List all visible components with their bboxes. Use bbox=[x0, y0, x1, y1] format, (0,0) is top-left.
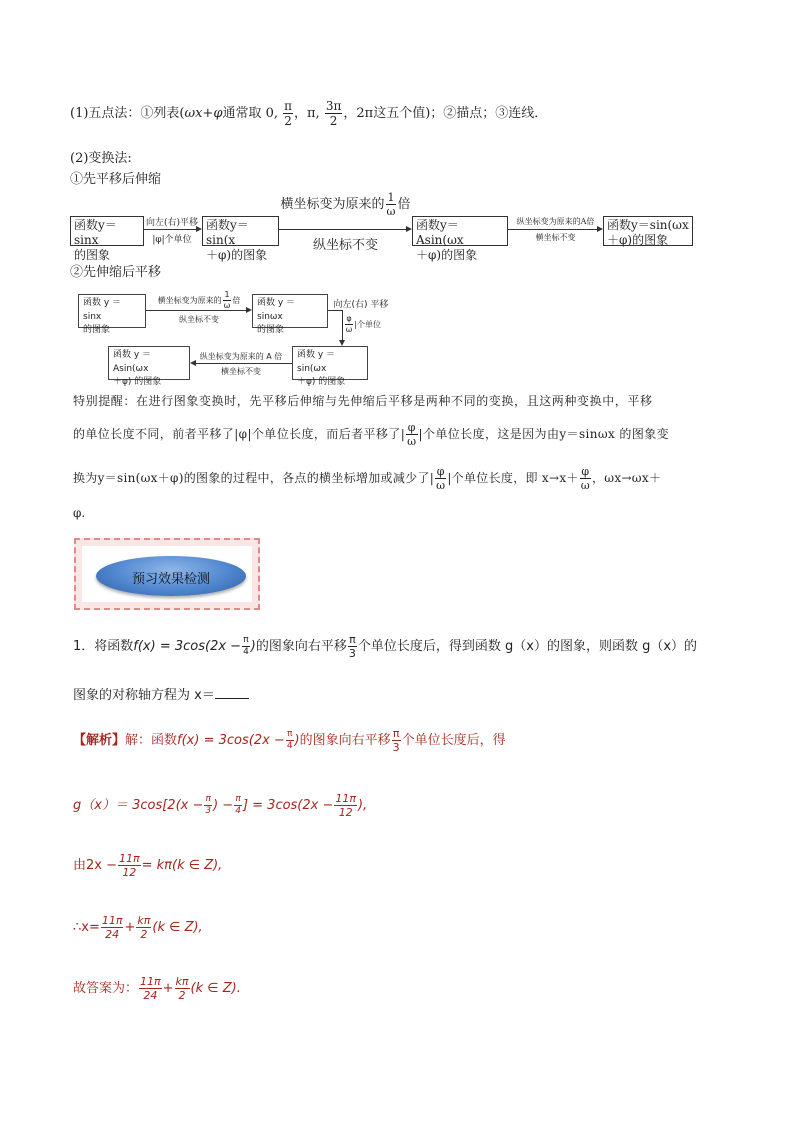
flow2-arrow2-label: | $\frac{\varphi}{\omega}$ |个单位 bbox=[340, 314, 382, 334]
solution-line5: 故答案为： $\frac{11\pi}{24}$ + $\frac{k\pi}{2}$ (k ∈ Z). bbox=[73, 975, 241, 1002]
banner-ellipse bbox=[96, 556, 246, 596]
method1-title: ①先平移后伸缩 bbox=[70, 172, 162, 187]
flow1-box4: 函数y＝sin(ωx ＋φ)的图象 bbox=[603, 216, 693, 246]
flow2-arrow1-top: 横坐标变为原来的 $\frac{1}{\omega}$ 倍 bbox=[157, 290, 241, 310]
flow1-arrow2-bottom: 纵坐标不变 bbox=[312, 238, 378, 253]
solution-line2: g（x）＝ 3cos[2(x − $\frac{\pi}{3}$ ) − $\frac{\pi}{4}$ ] = 3cos(2x − $\frac{11\pi}{12}$ ), bbox=[73, 792, 368, 819]
flow1-arrow3-top: 纵坐标变为原来的A倍 bbox=[516, 217, 595, 226]
answer-blank bbox=[215, 686, 249, 699]
flow1-arrow2-top: 横坐标变为原来的 $\frac{1}{\omega}$ 倍 bbox=[280, 191, 411, 218]
transform-heading: (2)变换法: bbox=[70, 151, 132, 166]
flow2-arrow2-top: 向左(右) 平移 bbox=[333, 300, 389, 310]
method2-title: ②先伸缩后平移 bbox=[70, 265, 162, 280]
question-line2: 图象的对称轴方程为 x＝ bbox=[73, 684, 249, 703]
five-point-line: (1)五点法：①列表(ωx+φ通常取 0, $\frac{\pi}{2}$ ，π, $\frac{3\pi}{2}$ ，2π这五个值)；②描点；③连线． bbox=[70, 99, 548, 128]
three-pi-over-2: $\frac{3\pi}{2}$ bbox=[325, 99, 342, 128]
flow1-box2: 函数y＝sin(x ＋φ)的图象 bbox=[202, 216, 279, 246]
solution-line1: 【解析】解：函数f(x) = 3cos(2x − $\frac{\pi}{4}$ )的图象向右平移 $\frac{\pi}{3}$ 个单位长度后，得 bbox=[73, 727, 506, 754]
flow2-box3: 函数 y ＝ sin(ωx ＋φ) 的图象 bbox=[292, 346, 368, 380]
flow1-arrow3-bottom: 横坐标不变 bbox=[535, 233, 576, 242]
flow2-box2: 函数 y ＝ sinωx 的图象 bbox=[252, 294, 328, 328]
flow2-box4: 函数 y ＝ Asin(ωx ＋φ) 的图象 bbox=[108, 346, 190, 380]
flow1-arrow1-bottom: |φ|个单位 bbox=[152, 235, 192, 245]
flow1-box1: 函数y＝sinx 的图象 bbox=[70, 216, 144, 246]
question-line1: 1．将函数f(x) = 3cos(2x − $\frac{\pi}{4}$ )的图象向右平移 $\frac{\pi}{3}$ 个单位长度后，得到函数 g（x）的图象，则函数 g（x）的 bbox=[73, 633, 698, 660]
tip-line2: 的单位长度不同，前者平移了|φ|个单位长度，而后者平移了| $\frac{\varphi}{\omega}$ |个单位长度，这是因为由y＝sinωx 的图象变 bbox=[73, 421, 670, 448]
tip-line1: 特别提醒：在进行图象变换时，先平移后伸缩与先伸缩后平移是两种不同的变换，且这两种变换中，平移 bbox=[73, 394, 653, 408]
solution-line4: ∴x= $\frac{11\pi}{24}$ + $\frac{k\pi}{2}$ (k ∈ Z), bbox=[73, 914, 203, 941]
flow2-arrow3-bottom: 横坐标不变 bbox=[221, 367, 261, 376]
preview-check-banner bbox=[74, 538, 260, 610]
flow2-arrow3-top: 纵坐标变为原来的 A 倍 bbox=[199, 352, 283, 361]
tip-line3: 换为y＝sin(ωx＋φ)的图象的过程中，各点的横坐标增加或减少了| $\frac{\varphi}{\omega}$ |个单位长度，即 x→x＋ $\frac{\varphi}{\omega}$ ，ωx→ωx＋ bbox=[73, 465, 662, 492]
solution-line3: 由2x − $\frac{11\pi}{12}$ = kπ(k ∈ Z), bbox=[73, 852, 223, 879]
flow1-box3: 函数y＝Asin(ωx ＋φ)的图象 bbox=[412, 216, 508, 246]
flow1-arrow1-top: 向左(右)平移 bbox=[145, 218, 199, 228]
flow2-box1: 函数 y ＝ sinx 的图象 bbox=[78, 294, 146, 328]
pi-over-2: $\frac{\pi}{2}$ bbox=[284, 99, 293, 128]
tip-line4: φ. bbox=[73, 506, 86, 520]
flow2-arrow1-bottom: 纵坐标不变 bbox=[179, 315, 219, 324]
banner-label: 预习效果检测 bbox=[131, 572, 210, 587]
